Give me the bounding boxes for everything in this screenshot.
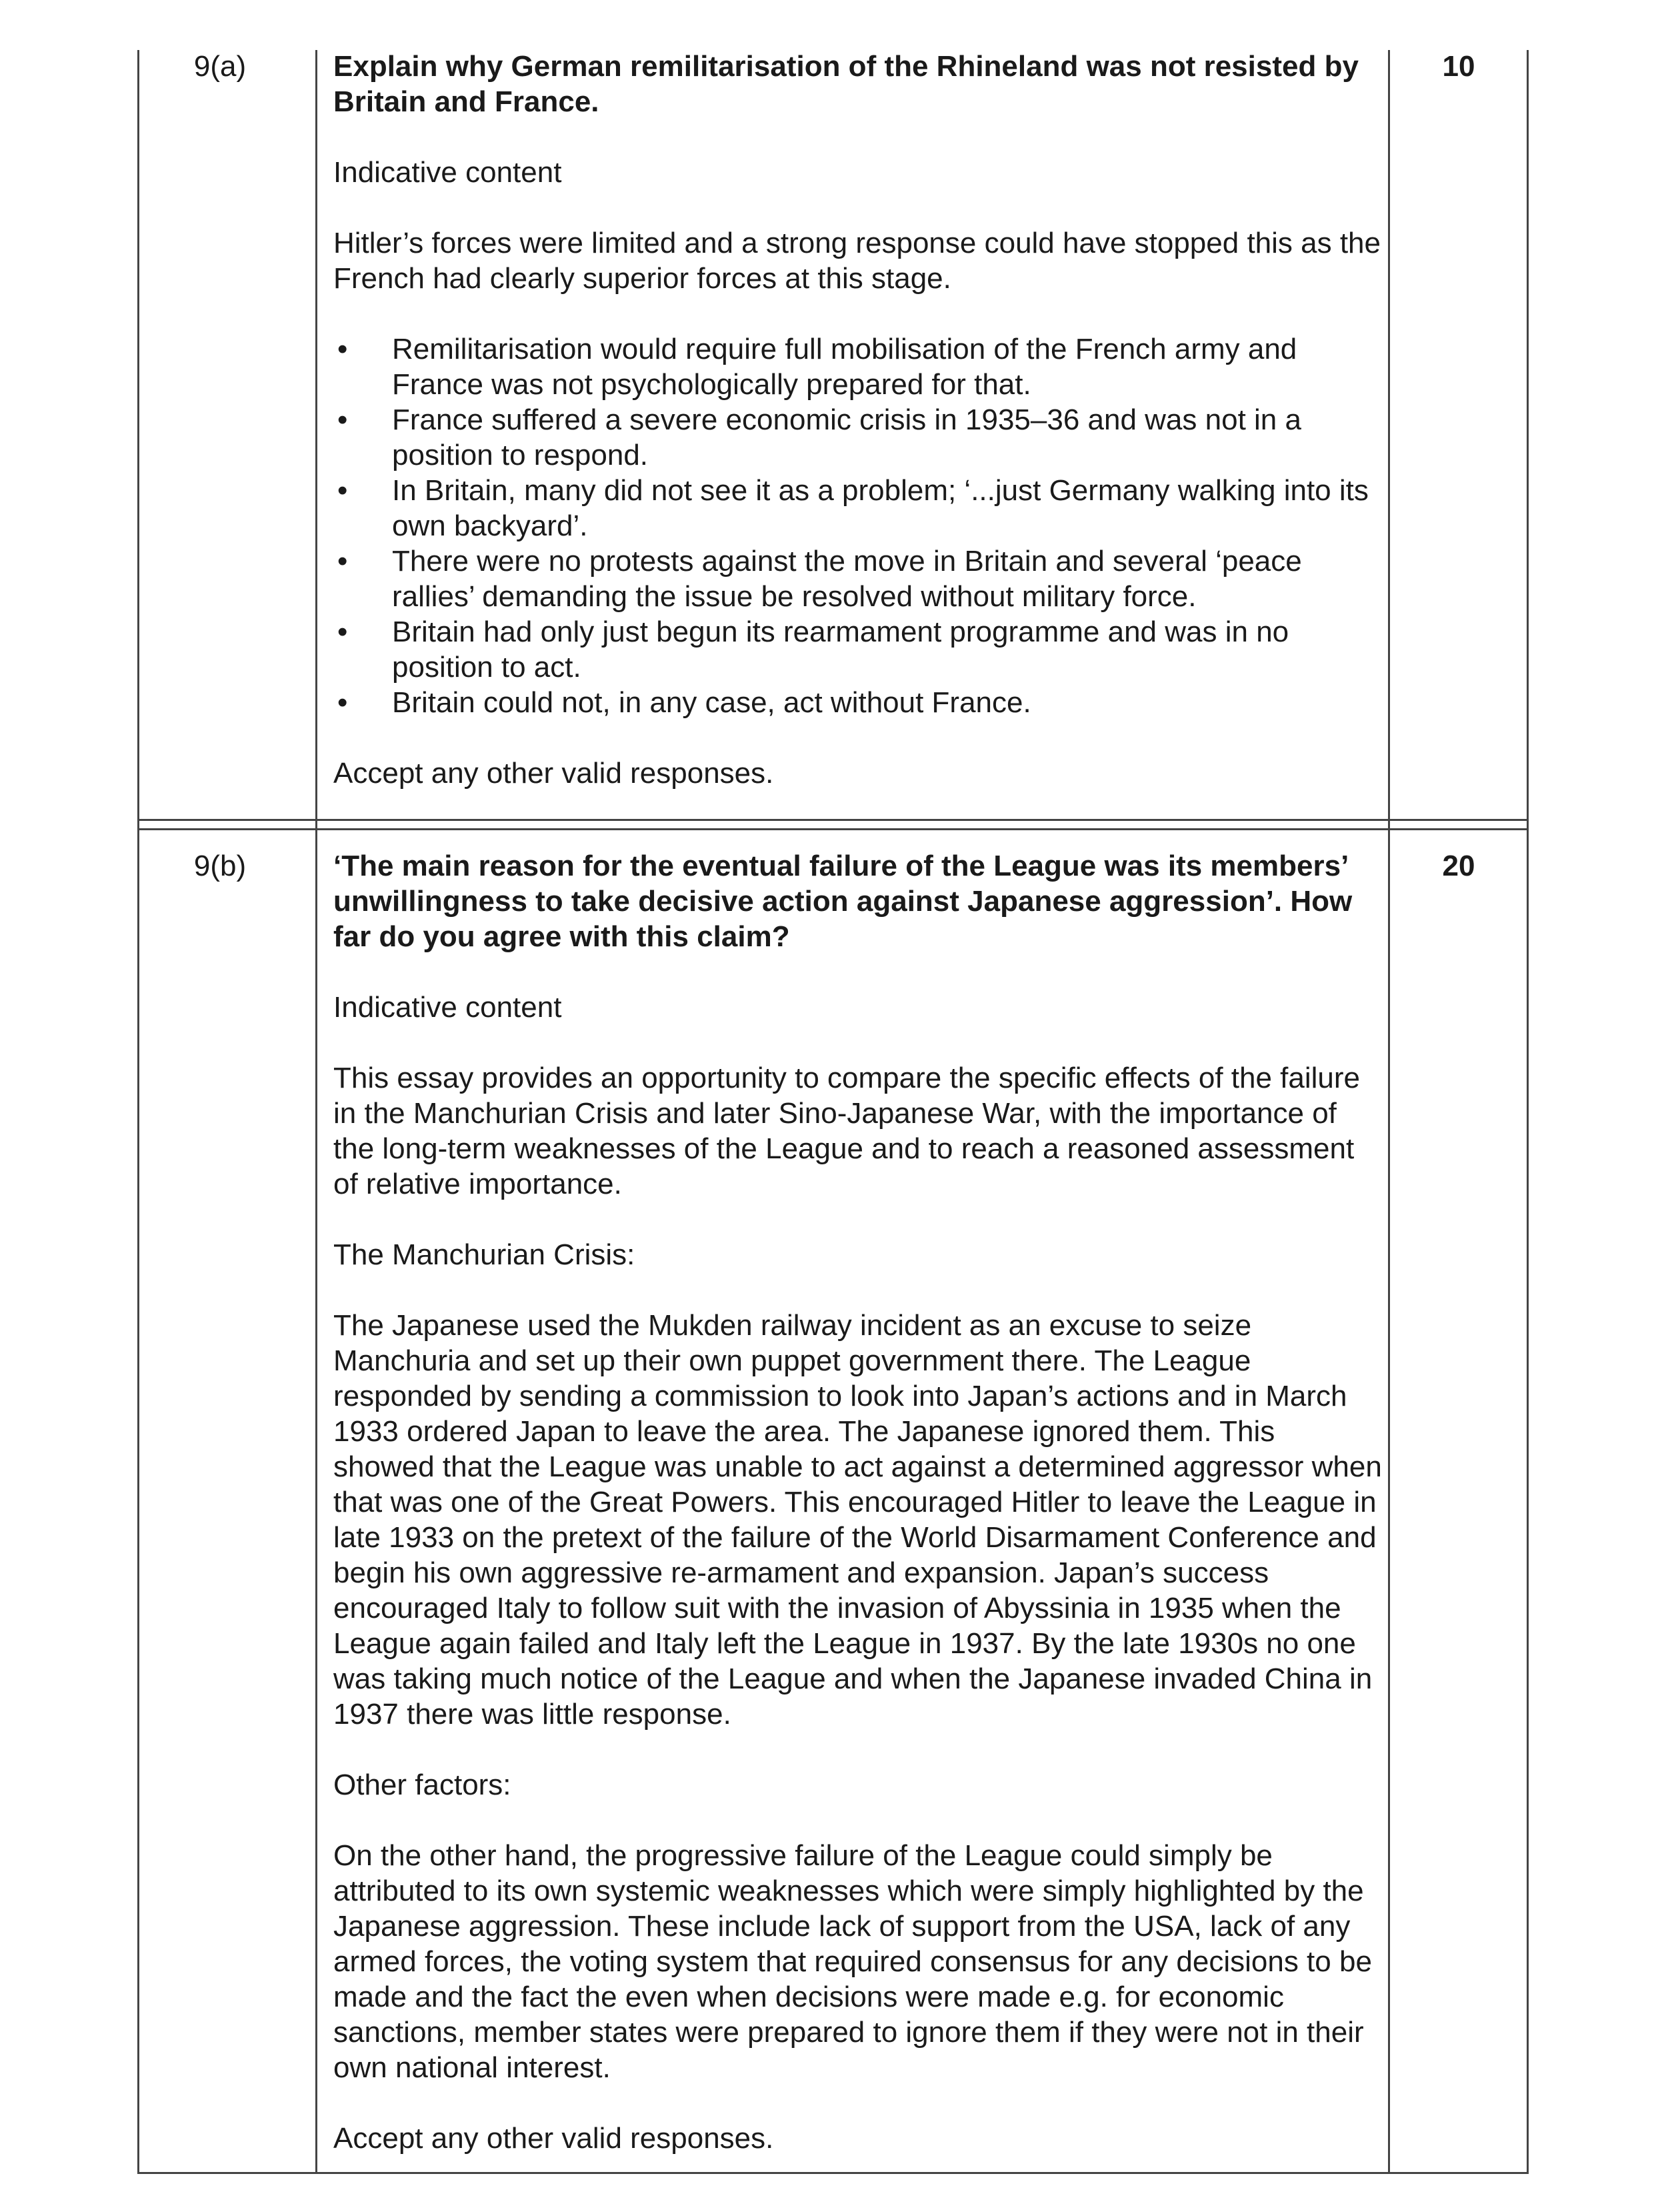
question-marks: 10 <box>1442 50 1475 83</box>
table-left-border <box>137 50 139 2174</box>
table-right-border <box>1527 50 1529 2174</box>
question-marks: 20 <box>1442 850 1475 882</box>
row-separator-bottom <box>137 828 1529 830</box>
question-title: Explain why German remilitarisation of the Rhineland was not resisted by Britain and France. <box>333 50 1359 118</box>
column-divider-question <box>315 50 317 2174</box>
question-title: ‘The main reason for the eventual failure of the League was its members’ unwillingness to take decisive action against Japanese aggression’. How far do you agree with this claim? <box>333 850 1353 953</box>
list-item: • There were no protests against the move in Britain and several ‘peace rallies’ demanding the issue be resolved without military force. <box>333 543 1383 614</box>
section-heading: Other factors: <box>333 1769 511 1801</box>
table-bottom-border <box>137 2172 1529 2174</box>
question-content <box>333 49 1383 791</box>
closing-note: Accept any other valid responses. <box>333 757 774 790</box>
row-separator-top <box>137 819 1529 821</box>
column-divider-marks <box>1388 50 1390 2174</box>
list-item: • Britain could not, in any case, act without France. <box>333 685 1383 720</box>
closing-note: Accept any other valid responses. <box>333 2122 774 2155</box>
section-paragraph: On the other hand, the progressive failure of the League could simply be attributed to its own systemic weaknesses which were simply highlighted by the Japanese aggression. These include lack of support from the USA, lack of any armed forces, the voting system that required consensus for any decisions to be made and the fact the even when decisions were made e.g. for economic sanctions, member states were prepared to ignore them if they were not in their own national interest. <box>333 1839 1372 2084</box>
intro-paragraph: This essay provides an opportunity to compare the specific effects of the failure in the Manchurian Crisis and later Sino-Japanese War, with the importance of the long-term weaknesses of the League and to reach a reasoned assessment of relative importance. <box>333 1062 1360 1200</box>
section-heading: The Manchurian Crisis: <box>333 1238 635 1271</box>
intro-paragraph: Hitler’s forces were limited and a strong response could have stopped this as the French had clearly superior forces at this stage. <box>333 227 1381 295</box>
question-number: 9(b) <box>193 850 247 882</box>
list-item: • Britain had only just begun its rearmament programme and was in no position to act. <box>333 614 1383 685</box>
section-paragraph: The Japanese used the Mukden railway incident as an excuse to seize Manchuria and set up their own puppet government there. The League responded by sending a commission to look into Japan’s actions and in March 1933 ordered Japan to leave the area. The Japanese ignored them. This showed that the League was unable to act against a determined aggressor when that was one of the Great Powers. This encouraged Hitler to leave the League in late 1933 on the pretext of the failure of the World Disarmament Conference and begin his own aggressive re-armament and expansion. Japan’s success encouraged Italy to follow suit with the invasion of Abyssinia in 1935 when the League again failed and Italy left the League in 1937. By the late 1930s no one was taking much notice of the League and when the Japanese invaded China in 1937 there was little response. <box>333 1309 1382 1731</box>
list-item: • In Britain, many did not see it as a problem; ‘...just Germany walking into its own backyard’. <box>333 473 1383 543</box>
indicative-content-label: Indicative content <box>333 156 562 189</box>
bullet-list <box>333 331 1383 720</box>
list-item: • France suffered a severe economic crisis in 1935–36 and was not in a position to respond. <box>333 402 1383 473</box>
list-item: • Remilitarisation would require full mobilisation of the French army and France was not psychologically prepared for that. <box>333 331 1383 402</box>
question-number: 9(a) <box>193 50 247 83</box>
question-content <box>333 848 1383 2156</box>
indicative-content-label: Indicative content <box>333 991 562 1024</box>
